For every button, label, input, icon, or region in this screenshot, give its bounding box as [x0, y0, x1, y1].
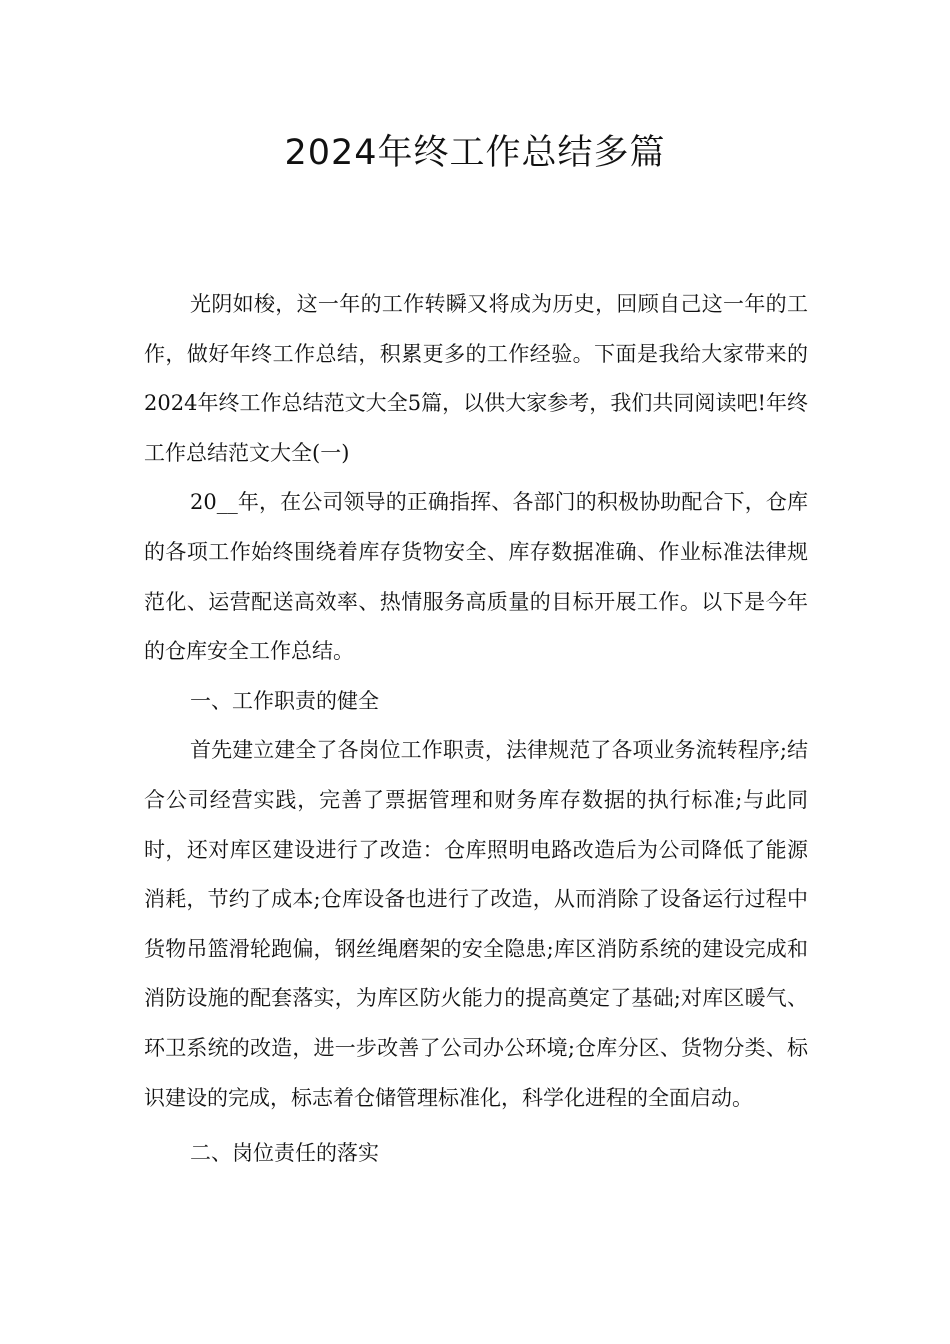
document-title: 2024年终工作总结多篇 — [284, 133, 666, 173]
responsibilities-paragraph: 首先建立建全了各岗位工作职责，法律规范了各项业务流转程序;结合公司经营实践，完善了票据管理和财务库存数据的执行标准;与此同时，还对库区建设进行了改造：仓库照明电路改造后为公司降低了能源消耗，节约了成本;仓库设备也进行了改造，从而消除了设备运行过程中货物吊篮滑轮跑偏，钢丝绳磨架的安全隐患;库区消防系统的建设完成和消防设施的配套落实，为库区防火能力的提高奠定了基础;对库区暖气、环卫系统的改造，进一步改善了公司办公环境;仓库分区、货物分类、标识建设的完成，标志着仓储管理标准化，科学化进程的全面启动。 — [144, 738, 808, 1110]
document-body — [144, 280, 808, 1179]
section-heading-responsibilities: 一、工作职责的健全 — [190, 688, 379, 713]
intro-paragraph: 光阴如梭，这一年的工作转瞬又将成为历史，回顾自己这一年的工作，做好年终工作总结，积累更多的工作经验。下面是我给大家带来的2024年终工作总结范文大全5篇，以供大家参考，我们共同阅读吧!年终工作总结范文大全(一) — [144, 292, 808, 465]
section-heading-post-duties: 二、岗位责任的落实 — [190, 1141, 379, 1166]
warehouse-summary-paragraph: 20__年，在公司领导的正确指挥、各部门的积极协助配合下，仓库的各项工作始终围绕着库存货物安全、库存数据准确、作业标准法律规范化、运营配送高效率、热情服务高质量的目标开展工作。以下是今年的仓库安全工作总结。 — [144, 490, 808, 664]
